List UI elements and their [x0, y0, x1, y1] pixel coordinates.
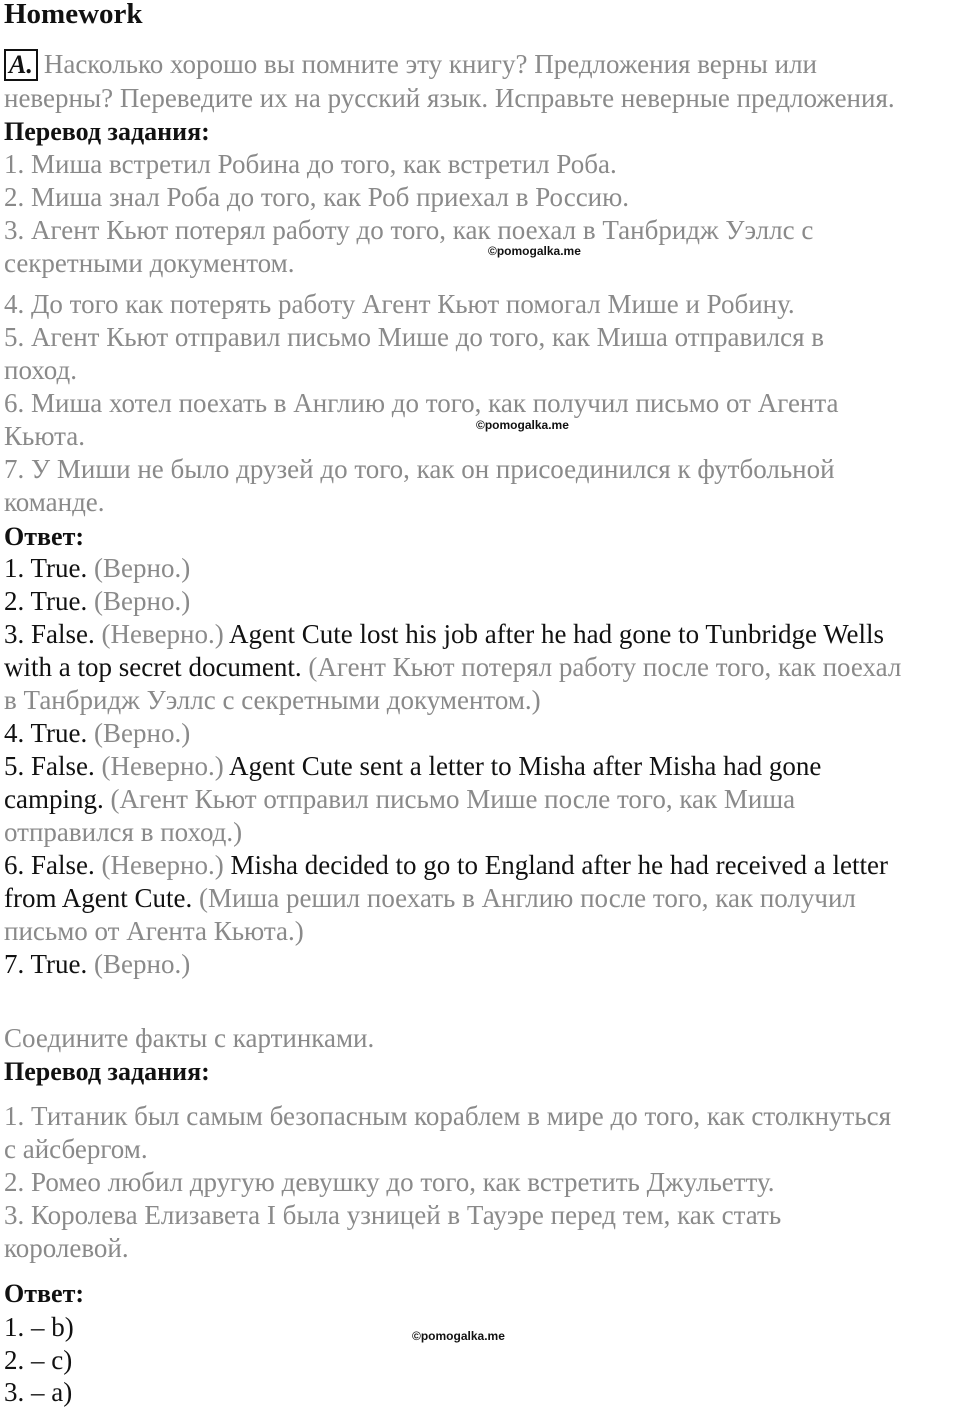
statement-line: команде. [4, 487, 105, 517]
task-a-answer-heading: Ответ: [4, 522, 85, 551]
statement-line: Кьюта. [4, 421, 85, 451]
task-a-translation-heading: Перевод задания: [4, 117, 210, 146]
answer-line: отправился в поход.) [4, 817, 243, 847]
statement-line: 5. Агент Кьют отправил письмо Мише до того, как Миша отправился в [4, 322, 825, 352]
task-b-translation-heading: Перевод задания: [4, 1057, 210, 1086]
fact-line: 2. Ромео любил другую девушку до того, как встретить Джульетту. [4, 1167, 775, 1197]
fact-line: королевой. [4, 1233, 129, 1263]
statement-line: 2. Миша знал Роба до того, как Роб приехал в Россию. [4, 182, 630, 212]
watermark-text: ©pomogalka.me [488, 244, 581, 258]
answer-line: 4. True. (Верно.) [4, 718, 191, 748]
fact-line: с айсбергом. [4, 1134, 148, 1164]
match-answer: 1. – b) [4, 1312, 74, 1342]
statement-line: 4. До того как потерять работу Агент Кьют помогал Мише и Робину. [4, 289, 795, 319]
answer-line: письмо от Агента Кьюта.) [4, 916, 304, 946]
statement-line: секретными документом. [4, 248, 295, 278]
task-b-answer-heading: Ответ: [4, 1279, 85, 1308]
answer-line: camping. (Агент Кьют отправил письмо Мише после того, как Миша [4, 784, 796, 814]
statement-line: 3. Агент Кьют потерял работу до того, как поехал в Танбридж Уэллс с [4, 215, 814, 245]
task-a-instruction-line-2: неверны? Переведите их на русский язык. Исправьте неверные предложения. [4, 83, 895, 113]
task-a-instruction-line-1: A. Насколько хорошо вы помните эту книгу? Предложения верны или [4, 48, 817, 81]
statement-line: 6. Миша хотел поехать в Англию до того, как получил письмо от Агента [4, 388, 839, 418]
statement-line: 1. Миша встретил Робина до того, как встретил Роба. [4, 149, 617, 179]
watermark-text: ©pomogalka.me [412, 1329, 505, 1343]
answer-line: 5. False. (Неверно.) Agent Cute sent a letter to Misha after Misha had gone [4, 751, 822, 781]
watermark-text: ©pomogalka.me [476, 418, 569, 432]
match-answer: 3. – a) [4, 1377, 73, 1407]
page-title: Homework [4, 0, 143, 30]
match-answer: 2. – c) [4, 1345, 73, 1375]
fact-line: 1. Титаник был самым безопасным кораблем в мире до того, как столкнуться [4, 1101, 892, 1131]
fact-line: 3. Королева Елизавета I была узницей в Тауэре перед тем, как стать [4, 1200, 782, 1230]
answer-line: 2. True. (Верно.) [4, 586, 191, 616]
task-letter-badge: A. [4, 49, 38, 81]
statement-line: 7. У Миши не было друзей до того, как он присоединился к футбольной [4, 454, 835, 484]
answer-line: with a top secret document. (Агент Кьют потерял работу после того, как поехал [4, 652, 902, 682]
answer-line: 6. False. (Неверно.) Misha decided to go to England after he had received a letter [4, 850, 888, 880]
task-b-instruction: Соедините факты с картинками. [4, 1023, 375, 1053]
statement-line: поход. [4, 355, 77, 385]
answer-line: 7. True. (Верно.) [4, 949, 191, 979]
answer-line: from Agent Cute. (Миша решил поехать в Англию после того, как получил [4, 883, 856, 913]
answer-line: в Танбридж Уэллс с секретными документом.) [4, 685, 541, 715]
answer-line: 3. False. (Неверно.) Agent Cute lost his job after he had gone to Tunbridge Wells [4, 619, 885, 649]
answer-line: 1. True. (Верно.) [4, 553, 191, 583]
